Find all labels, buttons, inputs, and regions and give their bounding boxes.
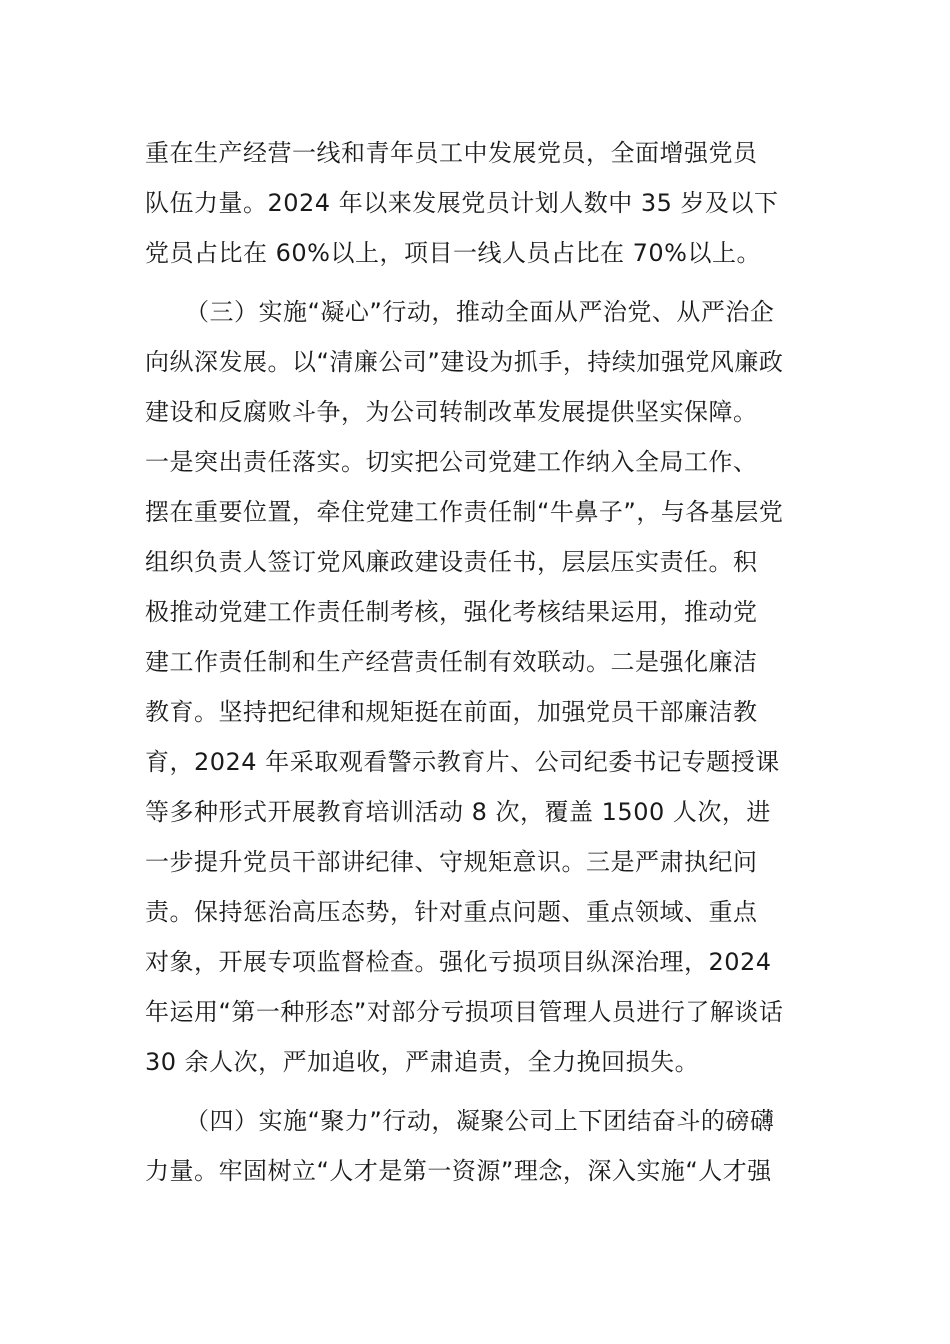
paragraph-section-three — [145, 287, 810, 1087]
text-line: 育，2024 年采取观看警示教育片、公司纪委书记专题授课 — [145, 748, 780, 776]
text-line: 极推动党建工作责任制考核，强化考核结果运用，推动党 — [145, 598, 758, 626]
section-heading-line: （四）实施“聚力”行动，凝聚公司上下团结奋斗的磅礴 — [185, 1107, 775, 1135]
text-line: 对象，开展专项监督检查。强化亏损项目纵深治理，2024 — [145, 948, 772, 976]
text-line: 一步提升党员干部讲纪律、守规矩意识。三是严肃执纪问 — [145, 848, 758, 876]
text-line: 教育。坚持把纪律和规矩挺在前面，加强党员干部廉洁教 — [145, 698, 758, 726]
text-line: 队伍力量。2024 年以来发展党员计划人数中 35 岁及以下 — [145, 189, 779, 217]
paragraph-section-four — [145, 1096, 810, 1196]
text-line: 党员占比在 60%以上，项目一线人员占比在 70%以上。 — [145, 239, 761, 267]
text-line: 一是突出责任落实。切实把公司党建工作纳入全局工作、 — [145, 448, 758, 476]
text-line: 力量。牢固树立“人才是第一资源”理念，深入实施“人才强 — [145, 1157, 772, 1185]
text-line: 组织负责人签订党风廉政建设责任书，层层压实责任。积 — [145, 548, 758, 576]
text-line: 重在生产经营一线和青年员工中发展党员，全面增强党员 — [145, 139, 758, 167]
text-line: 等多种形式开展教育培训活动 8 次，覆盖 1500 人次，进 — [145, 798, 771, 826]
section-heading-line: （三）实施“凝心”行动，推动全面从严治党、从严治企 — [185, 298, 775, 326]
text-line: 年运用“第一种形态”对部分亏损项目管理人员进行了解谈话 — [145, 998, 784, 1026]
text-line: 建设和反腐败斗争，为公司转制改革发展提供坚实保障。 — [145, 398, 758, 426]
text-line: 责。保持惩治高压态势，针对重点问题、重点领域、重点 — [145, 898, 758, 926]
text-line: 30 余人次，严加追收，严肃追责，全力挽回损失。 — [145, 1048, 700, 1076]
text-line: 建工作责任制和生产经营责任制有效联动。二是强化廉洁 — [145, 648, 758, 676]
text-line: 向纵深发展。以“清廉公司”建设为抓手，持续加强党风廉政 — [145, 348, 784, 376]
paragraph-party-member-development — [145, 128, 810, 278]
text-line: 摆在重要位置，牵住党建工作责任制“牛鼻子”，与各基层党 — [145, 498, 784, 526]
